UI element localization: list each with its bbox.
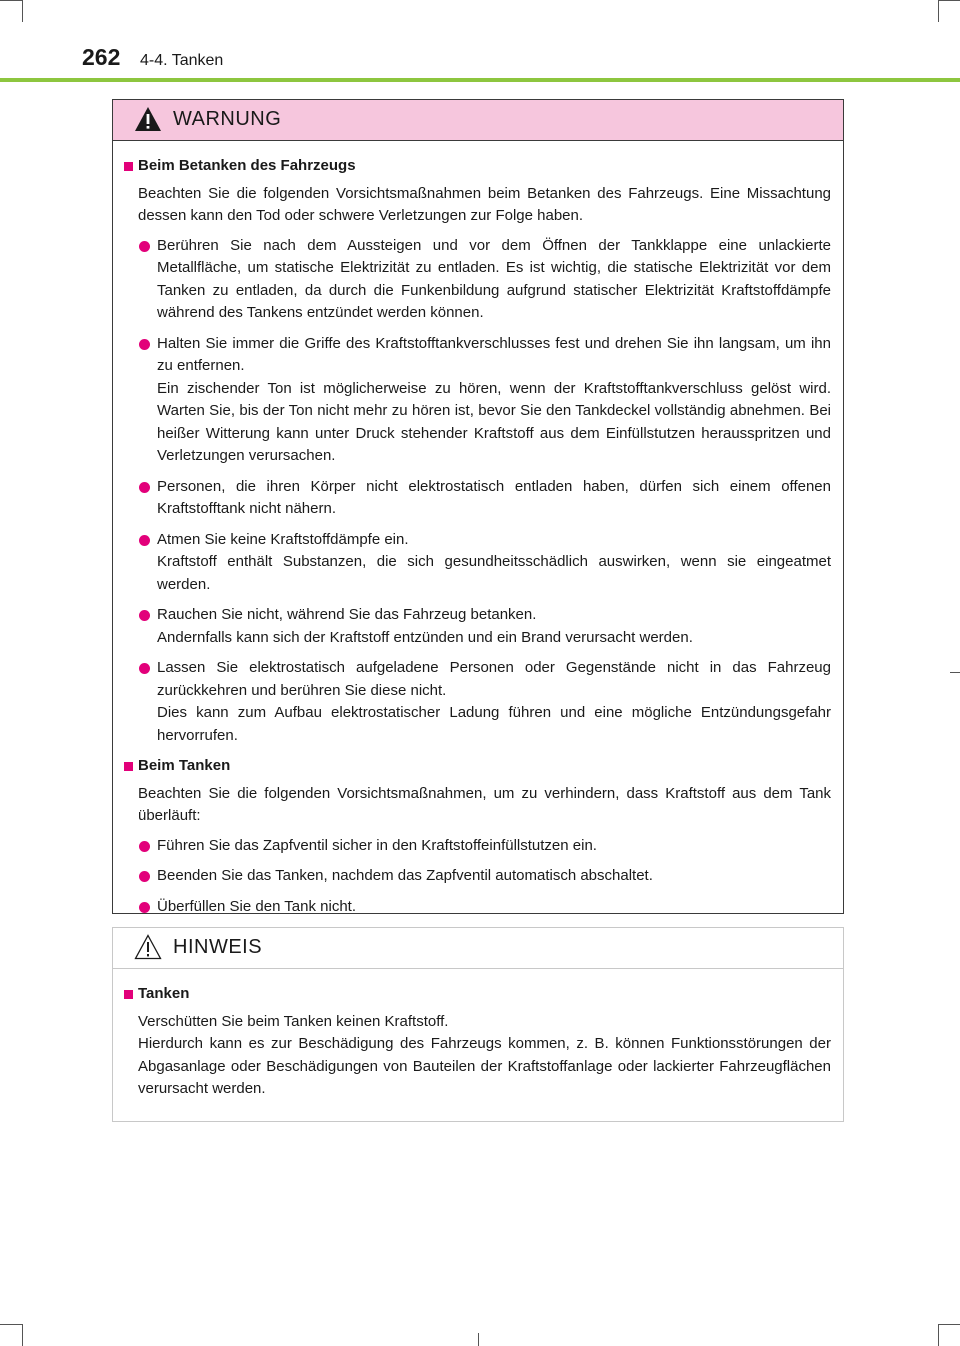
square-bullet-icon — [124, 162, 133, 171]
warning-body — [113, 141, 843, 918]
crop-mark — [0, 0, 22, 1]
circle-bullet-icon — [139, 610, 150, 621]
list-item — [124, 896, 831, 919]
crop-mark — [938, 0, 939, 22]
circle-bullet-icon — [139, 871, 150, 882]
circle-bullet-icon — [139, 902, 150, 913]
list-item — [124, 476, 831, 521]
circle-bullet-icon — [139, 339, 150, 350]
list-item-detail: Ein zischender Ton ist möglicherweise zu hören, wenn der Kraftstofftankverschluss gelöst wird. Warten Sie, bis der Ton nicht mehr zu hören ist, bevor Sie den Tankdeckel vollständig abnehmen. Bei heißer Witterung kann unter Druck stehender Kraftstoff aus dem Einfüllstutzen herausspritzen und Verletzungen verursachen. — [157, 379, 831, 464]
section-heading — [124, 755, 831, 778]
list-item — [124, 529, 831, 597]
list-item-detail: Andernfalls kann sich der Kraftstoff entzünden und ein Brand verursacht werden. — [157, 628, 693, 646]
list-item-text: Beenden Sie das Tanken, nachdem das Zapfventil automatisch abschaltet. — [157, 867, 653, 884]
circle-bullet-icon — [139, 482, 150, 493]
list-item-text: Lassen Sie elektrostatisch aufgeladene Personen oder Gegenstände nicht in das Fahrzeug zurückkehren und berühren Sie diese nicht. — [157, 659, 831, 699]
list-item — [124, 835, 831, 858]
list-item — [124, 333, 831, 468]
section-heading-text: Beim Tanken — [138, 757, 231, 774]
notice-label: HINWEIS — [173, 936, 263, 958]
header-rule — [0, 78, 960, 82]
crop-mark — [938, 0, 960, 1]
section-intro: Beachten Sie die folgenden Vorsichtsmaßnahmen beim Betanken des Fahrzeugs. Eine Missachtung dessen kann den Tod oder schwere Verletzungen zur Folge haben. — [138, 184, 831, 224]
caution-triangle-icon — [134, 934, 162, 960]
list-item-text: Atmen Sie keine Kraftstoffdämpfe ein. — [157, 530, 409, 548]
list-item — [124, 865, 831, 888]
page-number: 262 — [82, 44, 121, 70]
section-heading — [124, 983, 831, 1006]
circle-bullet-icon — [139, 535, 150, 546]
crop-mark — [938, 1324, 939, 1346]
list-item — [124, 657, 831, 747]
list-item-text: Berühren Sie nach dem Aussteigen und vor dem Öffnen der Tankklappe eine unlackierte Metallfläche, um statische Elektrizität zu entladen. Es ist wichtig, die statische Elektrizität vor dem Tanken zu entladen, da durch die Funkenbildung aufgrund statischer Elektrizität Kraftstoffdämpfe während des Tankens entzündet werden können. — [157, 236, 831, 321]
list-item — [124, 235, 831, 325]
list-item-text: Führen Sie das Zapfventil sicher in den Kraftstoffeinfüllstutzen ein. — [157, 836, 597, 854]
section-intro: Beachten Sie die folgenden Vorsichtsmaßnahmen, um zu verhindern, dass Kraftstoff aus dem Tank überläuft: — [138, 784, 831, 824]
circle-bullet-icon — [139, 663, 150, 674]
list-item-text: Rauchen Sie nicht, während Sie das Fahrzeug betanken. — [157, 606, 537, 623]
circle-bullet-icon — [139, 841, 150, 852]
notice-line: Verschütten Sie beim Tanken keinen Kraftstoff. — [138, 1012, 449, 1030]
list-item-text: Überfüllen Sie den Tank nicht. — [157, 897, 357, 915]
list-item-detail: Kraftstoff enthält Substanzen, die sich gesundheitsschädlich auswirken, wenn sie eingeatmet werden. — [157, 553, 831, 593]
circle-bullet-icon — [139, 241, 150, 252]
list-item-text: Personen, die ihren Körper nicht elektrostatisch entladen haben, dürfen sich einem offenen Kraftstofftank nicht nähern. — [157, 477, 831, 517]
crop-mark — [950, 672, 960, 673]
section-title: 4-4. Tanken — [140, 52, 224, 69]
crop-mark — [478, 1333, 479, 1346]
section-text — [124, 1011, 831, 1101]
square-bullet-icon — [124, 990, 133, 999]
crop-mark — [22, 1324, 23, 1346]
notice-box — [112, 927, 844, 1122]
warning-triangle-icon — [134, 106, 162, 132]
notice-header — [113, 928, 843, 969]
crop-mark — [22, 0, 23, 22]
notice-line: Hierdurch kann es zur Beschädigung des Fahrzeugs kommen, z. B. können Funktionsstörungen der Abgasanlage oder Beschädigungen von Bauteilen der Kraftstoffanlage oder lackierter Fahrzeugflächen verursacht werden. — [138, 1035, 831, 1097]
section-heading-text: Tanken — [138, 985, 190, 1002]
list-item-detail: Dies kann zum Aufbau elektrostatischer Ladung führen und eine mögliche Entzündungsgefahr hervorrufen. — [157, 704, 831, 744]
section-heading — [124, 155, 831, 178]
crop-mark — [938, 1324, 960, 1325]
warning-label: WARNUNG — [173, 108, 282, 130]
warning-box — [112, 99, 844, 914]
list-item — [124, 604, 831, 649]
section-heading-text: Beim Betanken des Fahrzeugs — [138, 157, 356, 174]
list-item-text: Halten Sie immer die Griffe des Kraftstofftankverschlusses fest und drehen Sie ihn langsam, um ihn zu entfernen. — [157, 334, 831, 374]
notice-body — [113, 969, 843, 1101]
square-bullet-icon — [124, 762, 133, 771]
warning-header — [113, 100, 843, 141]
crop-mark — [0, 1324, 22, 1325]
